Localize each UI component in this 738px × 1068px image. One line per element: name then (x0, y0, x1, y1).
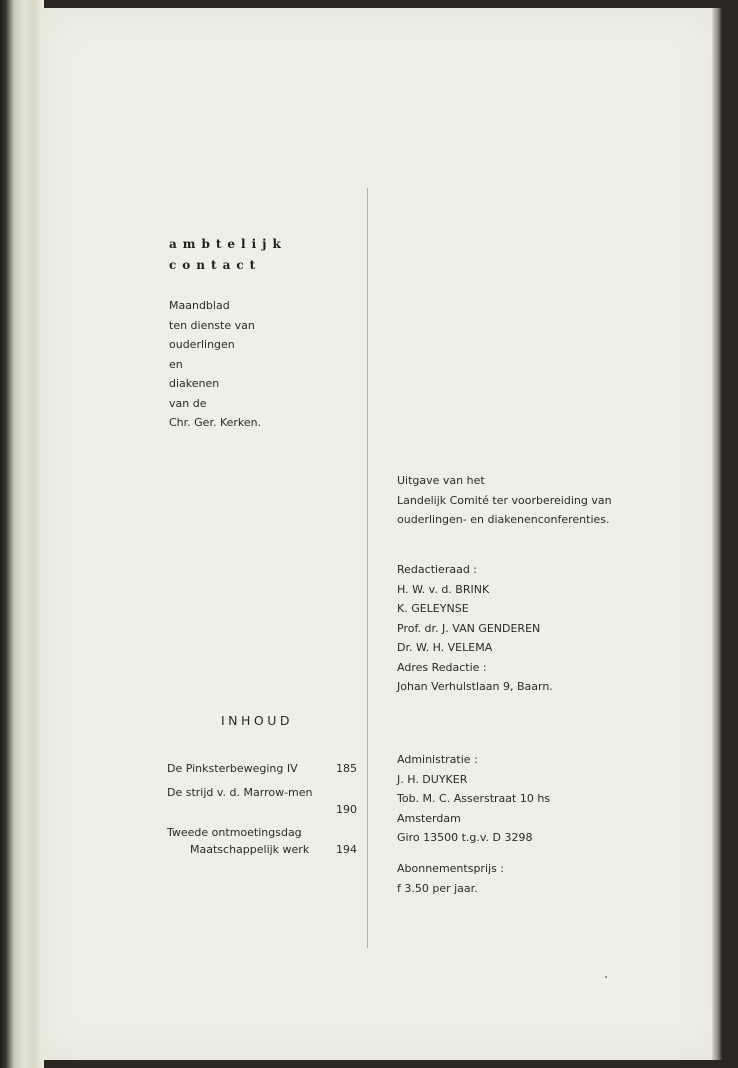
toc-entry-page: 194 (336, 843, 357, 856)
description-line: Chr. Ger. Kerken. (169, 416, 262, 429)
contents-title: INHOUD (221, 713, 294, 728)
toc-entry-subtitle: Maatschappelijk werk (190, 843, 310, 856)
administration-line: J. H. DUYKER (397, 772, 468, 786)
description-line: Maandblad (169, 299, 230, 312)
toc-entry-title: Tweede ontmoetingsdag (167, 826, 302, 839)
toc-entry-page-row (167, 801, 357, 818)
subscription-block (397, 859, 504, 898)
description-line: ouderlingen (169, 338, 235, 351)
masthead-line-2: contact (169, 258, 262, 272)
toc-entry-title: De strijd v. d. Marrow-men (167, 786, 313, 799)
column-divider (367, 188, 368, 948)
editorial-member: H. W. v. d. BRINK (397, 582, 490, 596)
masthead (169, 234, 287, 276)
publisher-line: ouderlingen- en diakenenconferenties. (397, 513, 610, 526)
publisher-line: Uitgave van het (397, 474, 485, 487)
toc-entry (167, 760, 357, 777)
editorial-member: Dr. W. H. VELEMA (397, 641, 493, 654)
administration-line: Tob. M. C. Asserstraat 10 hs (397, 792, 551, 805)
administration-line: Amsterdam (397, 811, 461, 825)
toc-entry-title: De Pinksterbeweging IV (167, 762, 298, 775)
publisher-line: Landelijk Comité ter voorbereiding van (397, 493, 612, 507)
editorial-block (397, 560, 553, 697)
editorial-label: Redactieraad : (397, 563, 478, 576)
description (169, 296, 261, 433)
editorial-address: Johan Verhulstlaan 9, Baarn. (397, 680, 553, 693)
toc-entry-subline (167, 841, 357, 858)
publisher-block (397, 471, 612, 530)
subscription-label: Abonnementsprijs : (397, 862, 504, 875)
administration-label: Administratie : (397, 753, 478, 766)
masthead-line-1: ambtelijk (169, 237, 287, 251)
editorial-member: K. GELEYNSE (397, 602, 469, 615)
description-line: van de (169, 396, 207, 410)
description-line: ten dienste van (169, 318, 255, 332)
editorial-address-label: Adres Redactie : (397, 660, 487, 674)
toc-entry (167, 824, 357, 841)
administration-line: Giro 13500 t.g.v. D 3298 (397, 831, 533, 844)
description-line: diakenen (169, 377, 220, 390)
editorial-member: Prof. dr. J. VAN GENDEREN (397, 621, 541, 635)
toc-entry-page: 190 (336, 803, 357, 816)
description-line: en (169, 357, 183, 371)
administration-block (397, 750, 550, 848)
toc-entry (167, 784, 357, 801)
paper-speck (605, 976, 607, 978)
contents-list (167, 760, 357, 858)
subscription-price: f 3.50 per jaar. (397, 881, 478, 895)
toc-entry-page: 185 (336, 762, 357, 775)
page (40, 8, 718, 1060)
book-binding (0, 0, 44, 1068)
page-edge (712, 8, 722, 1060)
